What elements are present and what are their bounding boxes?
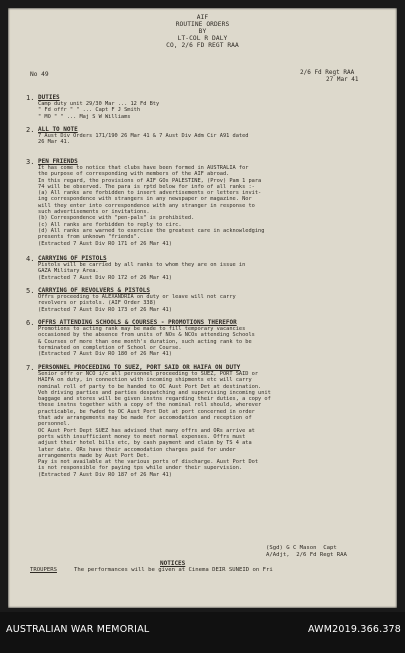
notices-text: The performances will be given at Cinema DEIR SUNEID on Fri	[74, 567, 273, 573]
sec7-line: (Extracted 7 Aust Div RO 187 of 26 Mar 41)	[38, 471, 172, 478]
sec6-line: (Extracted 7 Aust Div RO 180 of 26 Mar 41)	[38, 351, 172, 358]
sec3-line: (Extracted 7 Aust Div RO 171 of 26 Mar 41)	[38, 240, 172, 247]
sec3-line: 74 will be observed. The para is rptd below for info of all ranks :-	[38, 183, 255, 190]
archive-footer	[0, 612, 405, 653]
sec2-body	[38, 133, 383, 146]
sec4-line: Pistols will be carried by all ranks to whom they are on issue in	[38, 262, 246, 268]
sec3-line: (a) All ranks are forbidden to insert advertisements or letters invit-	[38, 190, 262, 197]
sec3-line: presents from unknown "friends".	[38, 234, 141, 241]
sec3-num: 3.	[26, 158, 35, 166]
sec5-line: revolvers or pistols. (AIF Order 338)	[38, 300, 156, 307]
sec4-num: 4.	[26, 255, 35, 263]
sec4-line: GAZA Military Area.	[38, 268, 99, 275]
sec5-num: 5.	[26, 287, 35, 295]
header-unit: CO, 2/6 FD REGT RAA	[166, 42, 239, 49]
sec4-line: (Extracted 7 Aust Div RO 172 of 26 Mar 41)	[38, 274, 172, 281]
sec4-title: CARRYING OF PISTOLS	[38, 255, 107, 262]
order-number: No 49	[30, 71, 49, 78]
sec5-body	[38, 294, 383, 313]
sec7-line: these instns together with a copy of the nominal roll should, wherever	[38, 402, 262, 409]
sec2-line: 7 Aust Div Orders 171/190 26 Mar 41 & 7 Aust Div Adm Cir A91 dated	[38, 133, 249, 139]
sec3-line: It has come to notice that clubs have been formed in AUSTRALIA for	[38, 165, 249, 171]
sec1-line: " MO " " ... Maj S W Williams	[38, 113, 131, 120]
sec3-line: (d) All ranks are warned to exercise the greatest care in acknowledging	[38, 227, 265, 234]
document-page	[8, 8, 397, 608]
sec1-title: DUTIES	[38, 94, 60, 101]
sec4-body	[38, 262, 383, 281]
header-by: BY	[198, 28, 207, 35]
sec7-line: practicable, be fwded to OC Aust Port Dot at port concerned in order	[38, 408, 255, 415]
sec6-title: OFFRS ATTENDING SCHOOLS & COURSES - PROMOTIONS THEREFOR	[38, 319, 237, 326]
sec3-line: (b) Correspondence with "pen-pals" is prohibited.	[38, 215, 195, 222]
sec7-line: Pay is not available at the various ports of discharge. Aust Port Dot	[38, 459, 259, 466]
sec7-line: baggage and stores will be given instns regarding their duties, a copy of	[38, 396, 271, 403]
sec3-body	[38, 165, 383, 247]
sec6-line: occasioned by the absence from units of NOs & NCOs attending Schools	[38, 332, 255, 339]
sec7-line: later date. ORs have their accomodation charges paid for under	[38, 446, 236, 453]
sec6-line: terminated on completion of School or Course.	[38, 344, 182, 351]
signature-line2: A/Adjt, 2/6 Fd Regt RAA	[266, 552, 347, 558]
footer-institution: AUSTRALIAN WAR MEMORIAL	[6, 624, 150, 635]
header-aif: AIF	[196, 14, 209, 21]
header-title: ROUTINE ORDERS	[175, 21, 230, 28]
sec7-line: is not responsible for paying tps while under their supervision.	[38, 465, 243, 472]
sec5-title: CARRYING OF REVOLVERS & PISTOLS	[38, 287, 150, 294]
signature-line1: (Sgd) G C Mason Capt	[266, 545, 337, 551]
sec7-line: personnel.	[38, 421, 70, 428]
sec1-num: 1.	[26, 94, 35, 102]
sec2-title: ALL TO NOTE	[38, 126, 78, 133]
sec7-line: HAIFA on duty, in connection with incoming shipments etc will carry	[38, 377, 252, 384]
sec5-line: Offrs proceeding to ALEXANDRIA on duty or leave will not carry	[38, 294, 236, 300]
sec3-line: (c) All ranks are forbidden to reply to circ.	[38, 221, 182, 228]
sec2-num: 2.	[26, 126, 35, 134]
sec7-line: Senior offr or NCO i/c all personnel proceeding to SUEZ, PORT SAID or	[38, 371, 259, 377]
sec6-line: Promotions to acting rank may be made to fill temporary vacancies	[38, 326, 246, 332]
sec7-line: adjust their hotel bills etc, by cash payment and claim by TS 4 ata	[38, 440, 252, 447]
sec3-line: will they enter into correspondence with any stranger in response to	[38, 202, 255, 209]
sec1-line: Camp duty unit 29/30 Mar ... 12 Fd Bty	[38, 101, 160, 107]
sec7-title: PERSONNEL PROCEEDING TO SUEZ, PORT SAID OR HAIFA ON DUTY	[38, 364, 241, 371]
regt-name: 2/6 Fd Regt RAA	[300, 69, 355, 76]
sec3-line: ing correspondence with strangers in any newspaper or magazine. Nor	[38, 196, 252, 203]
sec6-body	[38, 326, 383, 357]
sec7-line: Veh driving parties and parties despatching and supervising incoming unit	[38, 389, 271, 396]
sec7-line: that adv arrangements may be made for accomodation and reception of	[38, 415, 252, 422]
sec1-body	[38, 101, 383, 120]
sec3-line: the purpose of corresponding with members of the AIF abroad.	[38, 171, 230, 178]
header-commander: LT-COL R DALY	[177, 35, 228, 42]
notices-label: TROUPERS	[30, 567, 57, 573]
sec3-line: In this regard, the provisions of AIF GOs PALESTINE, (Prov) Pam 1 para	[38, 177, 262, 184]
sec3-line: such advertisements or invitations.	[38, 209, 150, 216]
footer-catalog-id: AWM2019.366.378	[308, 624, 402, 635]
order-date: 27 Mar 41	[326, 76, 359, 83]
notices-title: NOTICES	[160, 560, 186, 567]
sec7-line: arrangements made by Aust Port Det.	[38, 452, 150, 459]
sec6-num: 6.	[26, 319, 35, 327]
sec7-line: ports with insufficient money to meet normal expenses. Offrs must	[38, 433, 246, 440]
sec3-title: PEN FRIENDS	[38, 158, 78, 165]
sec7-num: 7.	[26, 364, 35, 372]
sec6-line: & Courses of more than one month's duration, such acting rank to be	[38, 338, 252, 345]
sec7-body	[38, 371, 383, 478]
sec5-line: (Extracted 7 Aust Div RO 173 of 26 Mar 41)	[38, 306, 172, 313]
sec1-line: " Fd offr " " ... Capt F J Smith	[38, 107, 141, 114]
sec7-line: OC Aust Port Dept SUEZ has advised that many offrs and ORs arrive at	[38, 427, 255, 434]
sec7-line: nominal roll of party to be handed to OC Aust Port Det at destination.	[38, 383, 262, 390]
sec2-line: 26 Mar 41.	[38, 139, 70, 146]
